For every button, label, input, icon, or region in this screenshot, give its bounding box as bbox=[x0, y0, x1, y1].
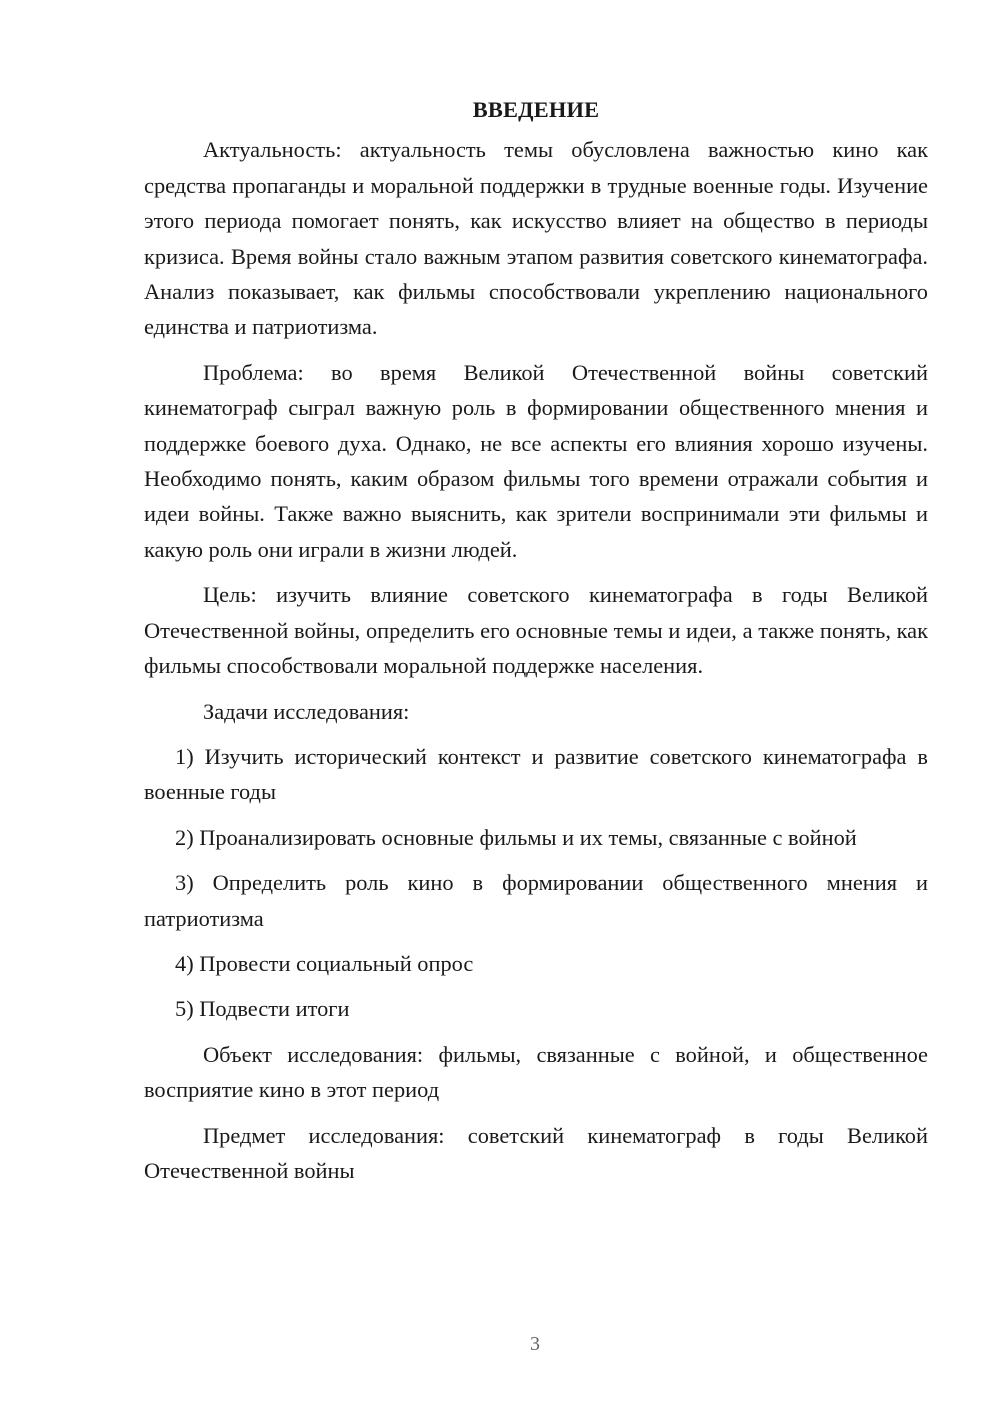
task-item-2: 2) Проанализировать основные фильмы и их темы, связанные с войной bbox=[175, 824, 857, 850]
paragraph-object: Объект исследования: фильмы, связанные с войной, и общественное восприятие кино в этот период bbox=[144, 1041, 928, 1103]
task-item-3: 3) Определить роль кино в формировании общественного мнения и патриотизма bbox=[144, 870, 928, 931]
task-item-5: 5) Подвести итоги bbox=[175, 996, 350, 1022]
page-content bbox=[144, 92, 928, 1198]
paragraph-problem: Проблема: во время Великой Отечественной войны советский кинематограф сыграл важную роль в формировании общественного мнения и поддержке боевого духа. Однако, не все аспекты его влияния хорошо изучены. Необходимо понять, каким образом фильмы того времени отражали события и идеи войны. Также важно выяснить, как зрители воспринимали эти фильмы и какую роль они играли в жизни людей. bbox=[144, 359, 928, 562]
page-number: 3 bbox=[530, 1333, 540, 1355]
paragraph-goal: Цель: изучить влияние советского кинематографа в годы Великой Отечественной войны, определить его основные темы и идеи, а также понять, как фильмы способствовали моральной поддержке населения. bbox=[144, 582, 928, 679]
tasks-title: Задачи исследования: bbox=[203, 698, 410, 724]
task-item-1: 1) Изучить исторический контекст и развитие советского кинематографа в военные годы bbox=[144, 743, 928, 805]
paragraph-subject: Предмет исследования: советский кинематограф в годы Великой Отечественной войны bbox=[144, 1122, 928, 1183]
page-title: ВВЕДЕНИЕ bbox=[472, 97, 600, 122]
paragraph-relevance: Актуальность: актуальность темы обусловлена важностью кино как средства пропаганды и моральной поддержки в трудные военные годы. Изучение этого периода помогает понять, как искусство влияет на общество в периоды кризиса. Время войны стало важным этапом развития советского кинематографа. Анализ показывает, как фильмы способствовали укреплению национального единства и патриотизма. bbox=[144, 137, 928, 340]
task-item-4: 4) Провести социальный опрос bbox=[175, 950, 474, 976]
